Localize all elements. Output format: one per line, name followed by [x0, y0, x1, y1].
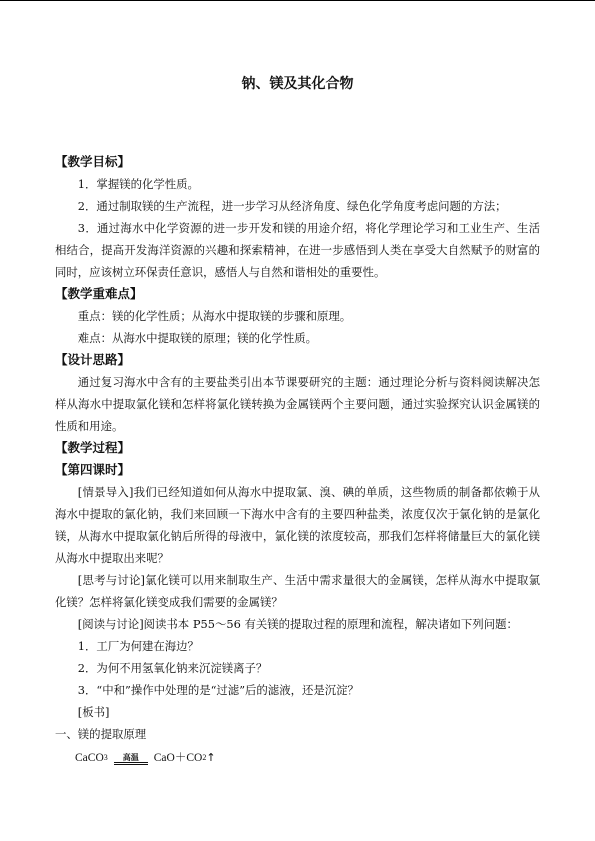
page-title: 钠、镁及其化合物	[241, 76, 354, 92]
think-discuss: [思考与讨论]氯化镁可以用来制取生产、生活中需求量很大的金属镁，怎样从海水中提取氯化镁？怎样将氯化镁变成我们需要的金属镁？	[55, 573, 540, 609]
question-1: 1．工厂为何建在海边？	[77, 639, 199, 653]
scenario-intro: [情景导入]我们已经知道如何从海水中提取氯、溴、碘的单质，这些物质的制备都依赖于从海水中提取的氯化钠，我们来回顾一下海水中含有的主要四种盐类，浓度仅次于氯化钠的是氯化镁，从海水中提取氯化钠后所得的母液中，氯化镁的浓度较高，那我们怎样将储量巨大的氯化镁从海水中提取出来呢？	[55, 485, 540, 565]
design-text: 通过复习海水中含有的主要盐类引出本节课要研究的主题：通过理论分析与资料阅读解决怎样从海水中提取氯化镁和怎样将氯化镁转换为金属镁两个主要问题，通过实验探究认识金属镁的性质和用途。	[55, 375, 540, 433]
board-heading: 一、镁的提取原理	[55, 727, 147, 741]
question-2: 2．为何不用氢氧化钠来沉淀镁离子？	[77, 661, 268, 675]
product: CaO＋CO	[153, 752, 203, 764]
product-subscript: 2	[202, 753, 207, 762]
condition-label: 高温	[122, 753, 139, 762]
objectives-heading: 【教学目标】	[55, 154, 131, 169]
key-point-difficulty: 难点：从海水中提取镁的原理；镁的化学性质。	[77, 331, 318, 345]
lesson4-heading: 【第四课时】	[55, 462, 131, 477]
reaction-condition	[114, 753, 148, 765]
key-point-focus: 重点：镁的化学性质；从海水中提取镁的步骤和原理。	[77, 309, 352, 323]
process-heading: 【教学过程】	[55, 440, 131, 455]
reactant: CaCO	[75, 752, 104, 764]
read-discuss: [阅读与讨论]阅读书本 P55～56 有关镁的提取过程的原理和流程，解决诸如下列问题：	[77, 617, 518, 631]
objective-item-3: 3．通过海水中化学资源的进一步开发和镁的用途介绍，将化学理论学习和工业生产、生活相结合，提高开发海洋资源的兴趣和探索精神，在进一步感悟到人类在享受大自然赋予的财富的同时，应该树立环保责任意识，感悟人与自然和谐相处的重要性。	[55, 221, 540, 279]
document-page	[55, 75, 540, 769]
objective-item-2: 2．通过制取镁的生产流程，进一步学习从经济角度、绿色化学角度考虑问题的方法；	[77, 199, 507, 213]
top-border-line	[0, 0, 595, 1]
gas-arrow-icon: ↑	[206, 751, 216, 764]
key-points-heading: 【教学重难点】	[55, 286, 143, 301]
objective-item-1: 1．掌握镁的化学性质。	[77, 177, 199, 191]
question-3: 3．“中和”操作中处理的是“过滤”后的滤液，还是沉淀？	[77, 683, 359, 697]
chemical-equation	[55, 745, 540, 769]
reaction-equals-sign	[114, 762, 148, 765]
board-label: [板书]	[77, 705, 110, 719]
reactant-subscript: 3	[103, 753, 108, 762]
design-heading: 【设计思路】	[55, 352, 131, 367]
